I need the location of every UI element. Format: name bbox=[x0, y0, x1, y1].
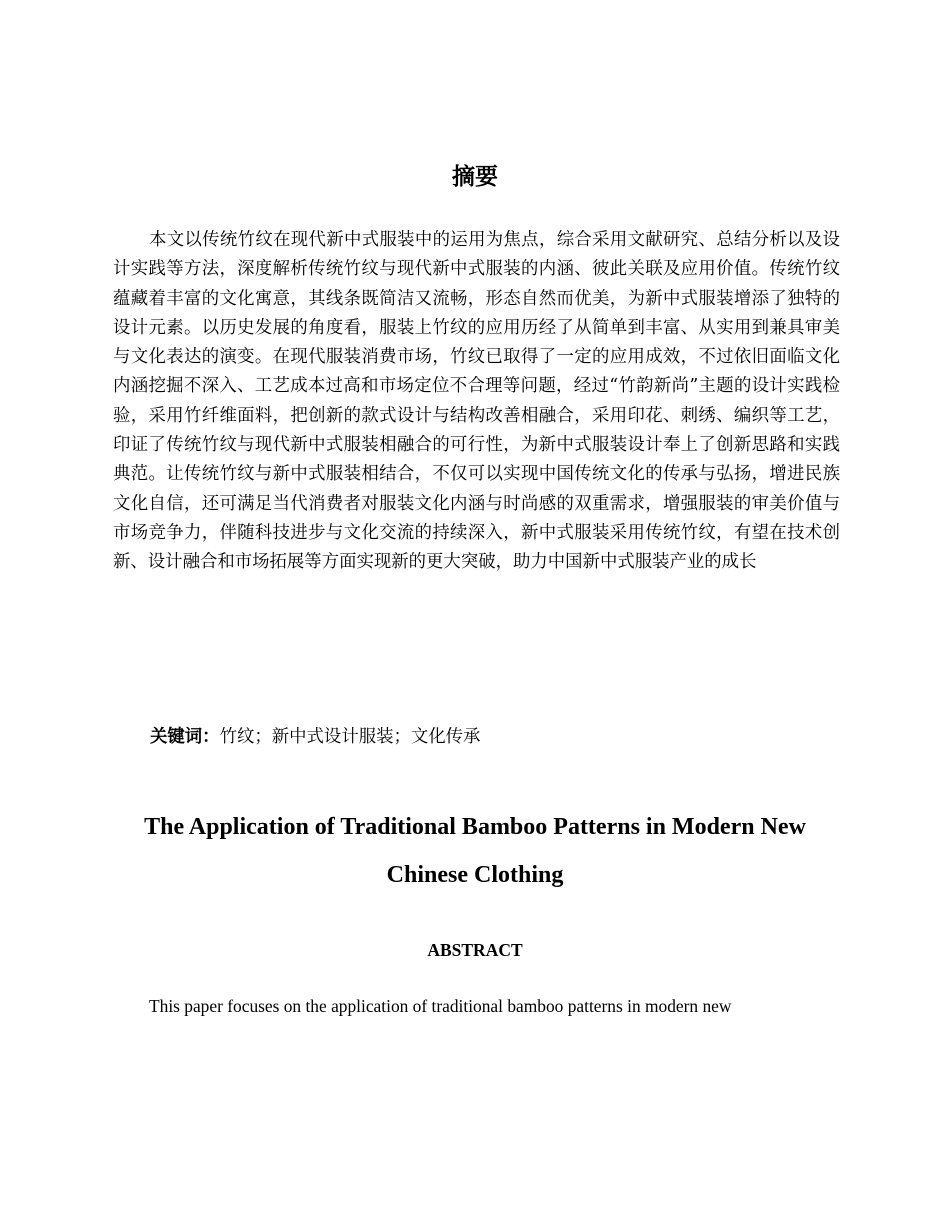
keywords-label: 关键词： bbox=[150, 727, 220, 747]
english-paper-title: The Application of Traditional Bamboo Patterns in Modern New Chinese Clothing bbox=[144, 814, 806, 888]
chinese-abstract-body: 本文以传统竹纹在现代新中式服装中的运用为焦点，综合采用文献研究、总结分析以及设计实践等方法，深度解析传统竹纹与现代新中式服装的内涵、彼此关联及应用价值。传统竹纹蕴藏着丰富的文化寓意，其线条既简洁又流畅，形态自然而优美，为新中式服装增添了独特的设计元素。以历史发展的角度看，服装上竹纹的应用历经了从简单到丰富、从实用到兼具审美与文化表达的演变。在现代服装消费市场，竹纹已取得了一定的应用成效，不过依旧面临文化内涵挖掘不深入、工艺成本过高和市场定位不合理等问题，经过“竹韵新尚”主题的设计实践检验，采用竹纤维面料，把创新的款式设计与结构改善相融合，采用印花、刺绣、编织等工艺，印证了传统竹纹与现代新中式服装相融合的可行性，为新中式服装设计奉上了创新思路和实践典范。让传统竹纹与新中式服装相结合，不仅可以实现中国传统文化的传承与弘扬，增进民族文化自信，还可满足当代消费者对服装文化内涵与时尚感的双重需求，增强服装的审美价值与市场竞争力，伴随科技进步与文化交流的持续深入，新中式服装采用传统竹纹，有望在技术创新、设计融合和市场拓展等方面实现新的更大突破，助力中国新中式服装产业的成长 bbox=[113, 230, 840, 573]
keywords-list: 竹纹；新中式设计服装；文化传承 bbox=[219, 727, 481, 747]
chinese-keywords-line bbox=[150, 723, 480, 751]
english-abstract-body: This paper focuses on the application of traditional bamboo patterns in modern new bbox=[149, 996, 732, 1016]
english-abstract-heading: ABSTRACT bbox=[427, 940, 523, 960]
chinese-abstract-title: 摘要 bbox=[452, 164, 498, 190]
